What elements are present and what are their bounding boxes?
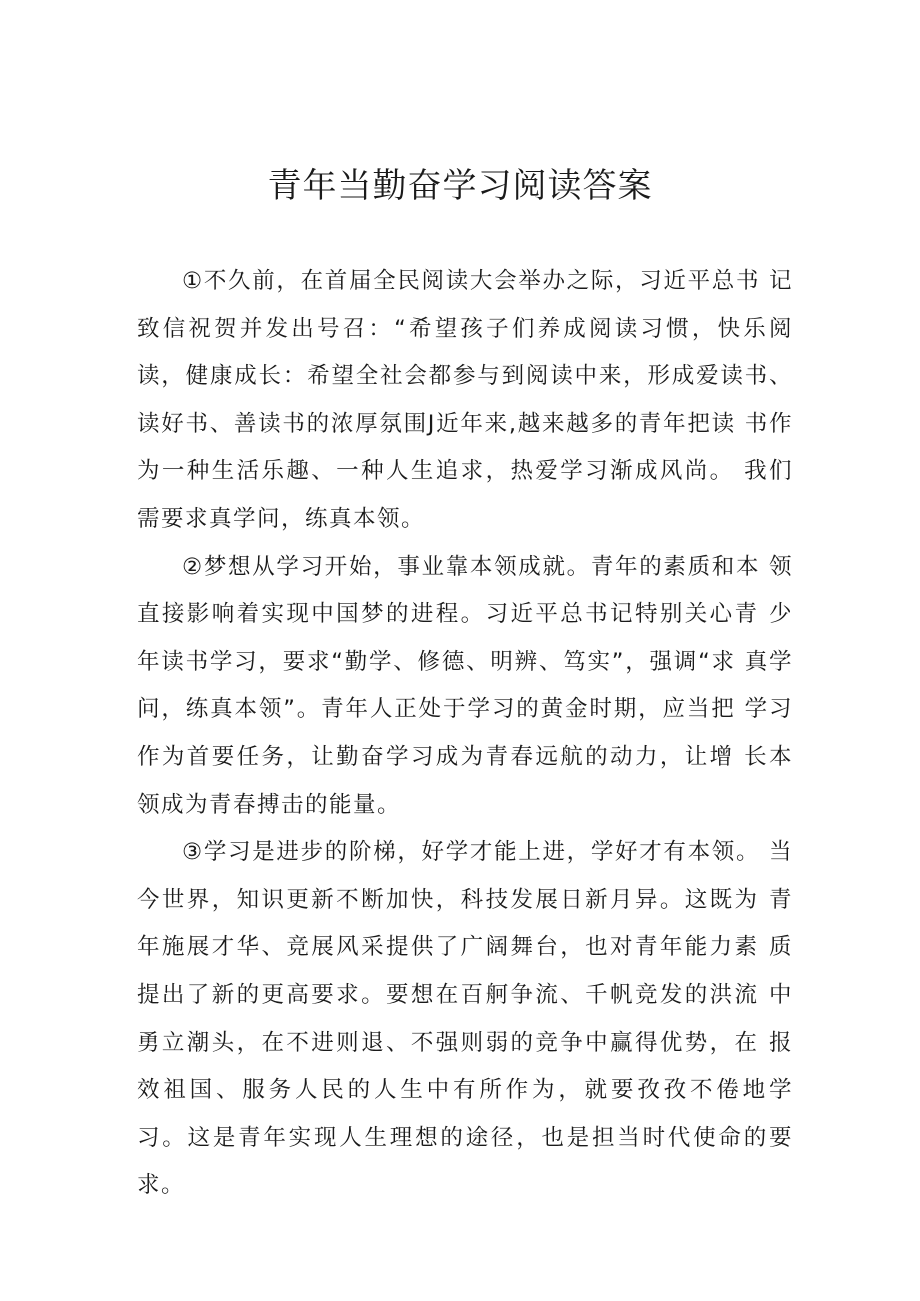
document-body: [137, 258, 793, 1210]
paragraph-2: ②梦想从学习开始，事业靠本领成就。青年的素质和本 领直接影响着实现中国梦的进程。习近平总书记特别关心青 少年读书学习，要求“勤学、修德、明辨、笃实”，强调“求 真学问，练真本领”。青年人正处于学习的黄金时期，应当把 学习作为首要任务，让勤奋学习成为青春远航的动力，让增 长本领成为青春搏击的能量。: [137, 553, 793, 818]
document-title: 青年当勤奋学习阅读答案: [267, 166, 653, 206]
paragraph-3: ③学习是进步的阶梯，好学才能上进，学好才有本领。 当今世界，知识更新不断加快，科技发展日新月异。这既为 青年施展才华、竞展风采提供了广阔舞台，也对青年能力素 质提出了新的更高要求。要想在百舸争流、千帆竞发的洪流 中勇立潮头，在不进则退、不强则弱的竞争中赢得优势，在 报效祖国、服务人民的人生中有所作为，就要孜孜不倦地学 习。这是青年实现人生理想的途径，也是担当时代使命的要 求。: [137, 839, 793, 1199]
paragraph-1: ①不久前，在首届全民阅读大会举办之际，习近平总书 记致信祝贺并发出号召：“希望孩子们养成阅读习惯，快乐阅 读，健康成长：希望全社会都参与到阅读中来，形成爱读书、 读好书、善读书的浓厚氛围J近年来,越来越多的青年把读 书作为一种生活乐趣、一种人生追求，热爱学习渐成风尚。 我们需要求真学问，练真本领。: [137, 268, 793, 532]
